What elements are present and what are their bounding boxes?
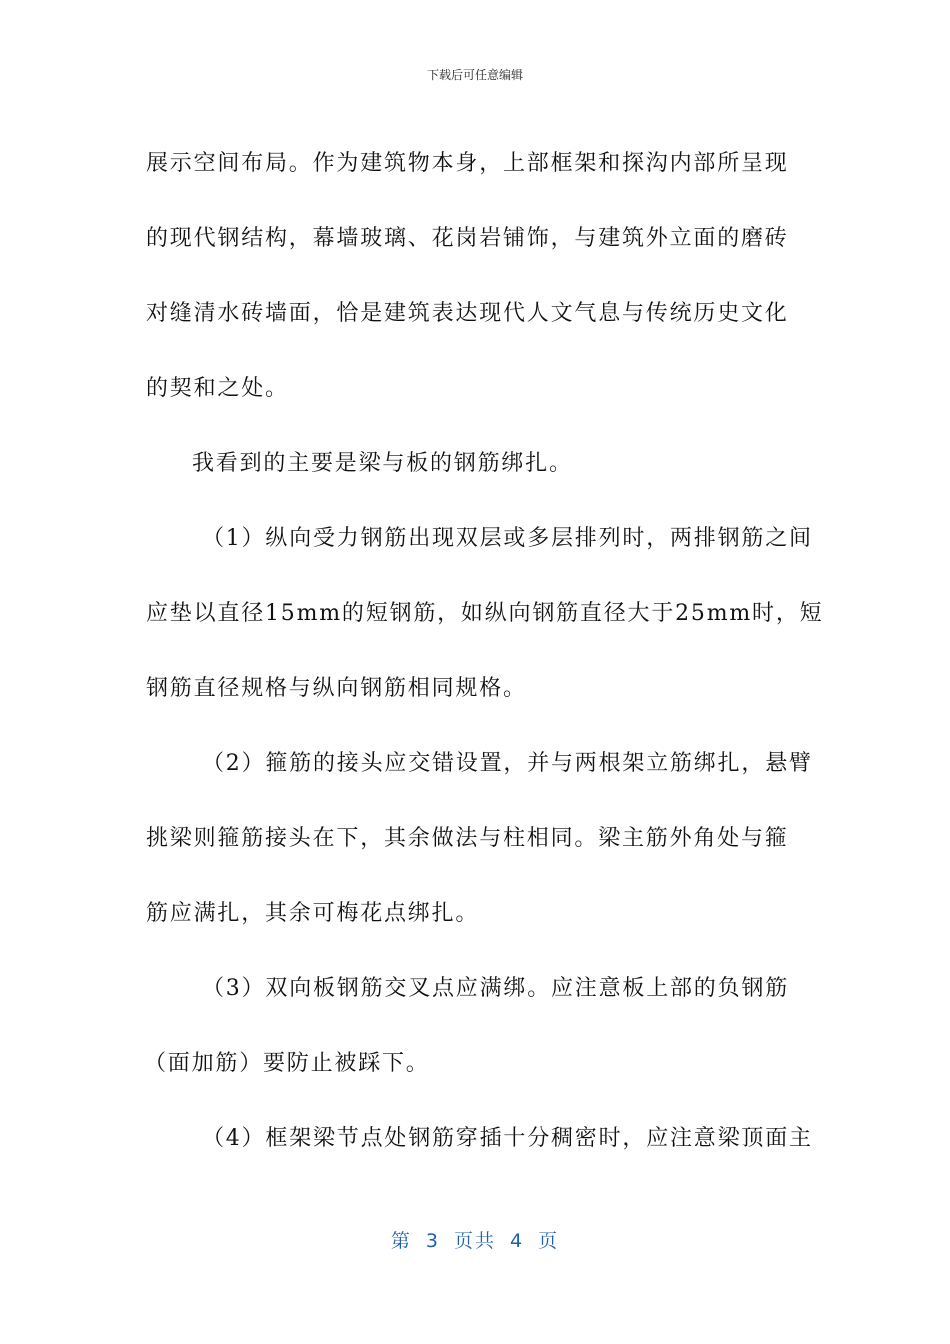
- page-header: 下载后可任意编辑: [426, 68, 523, 82]
- page-number-footer: 第 3 页共 4 页: [390, 1230, 560, 1252]
- text-line-11: 筋应满扎，其余可梅花点绑扎。: [146, 901, 480, 926]
- text-line-14: （4）框架梁节点处钢筋穿插十分稠密时，应注意梁顶面主: [202, 1126, 813, 1151]
- text-line-10: 挑梁则箍筋接头在下，其余做法与柱相同。梁主筋外角处与箍: [146, 826, 789, 851]
- text-line-9: （2）箍筋的接头应交错设置，并与两根架立筋绑扎，悬臂: [202, 751, 813, 776]
- text-line-1: 展示空间布局。作为建筑物本身，上部框架和探沟内部所呈现: [146, 151, 789, 176]
- document-body: [144, 126, 824, 1176]
- text-line-4: 的契和之处。: [146, 376, 289, 401]
- text-line-8: 钢筋直径规格与纵向钢筋相同规格。: [146, 676, 527, 701]
- text-line-3: 对缝清水砖墙面，恰是建筑表达现代人文气息与传统历史文化: [146, 301, 789, 326]
- text-line-7: 应垫以直径15mm的短钢筋，如纵向钢筋直径大于25mm时，短: [146, 601, 824, 626]
- text-line-13: （面加筋）要防止被踩下。: [144, 1051, 430, 1076]
- text-line-5: 我看到的主要是梁与板的钢筋绑扎。: [192, 451, 573, 476]
- text-line-6: （1）纵向受力钢筋出现双层或多层排列时，两排钢筋之间: [202, 526, 813, 551]
- text-line-2: 的现代钢结构，幕墙玻璃、花岗岩铺饰，与建筑外立面的磨砖: [146, 226, 789, 251]
- text-line-12: （3）双向板钢筋交叉点应满绑。应注意板上部的负钢筋: [202, 976, 789, 1001]
